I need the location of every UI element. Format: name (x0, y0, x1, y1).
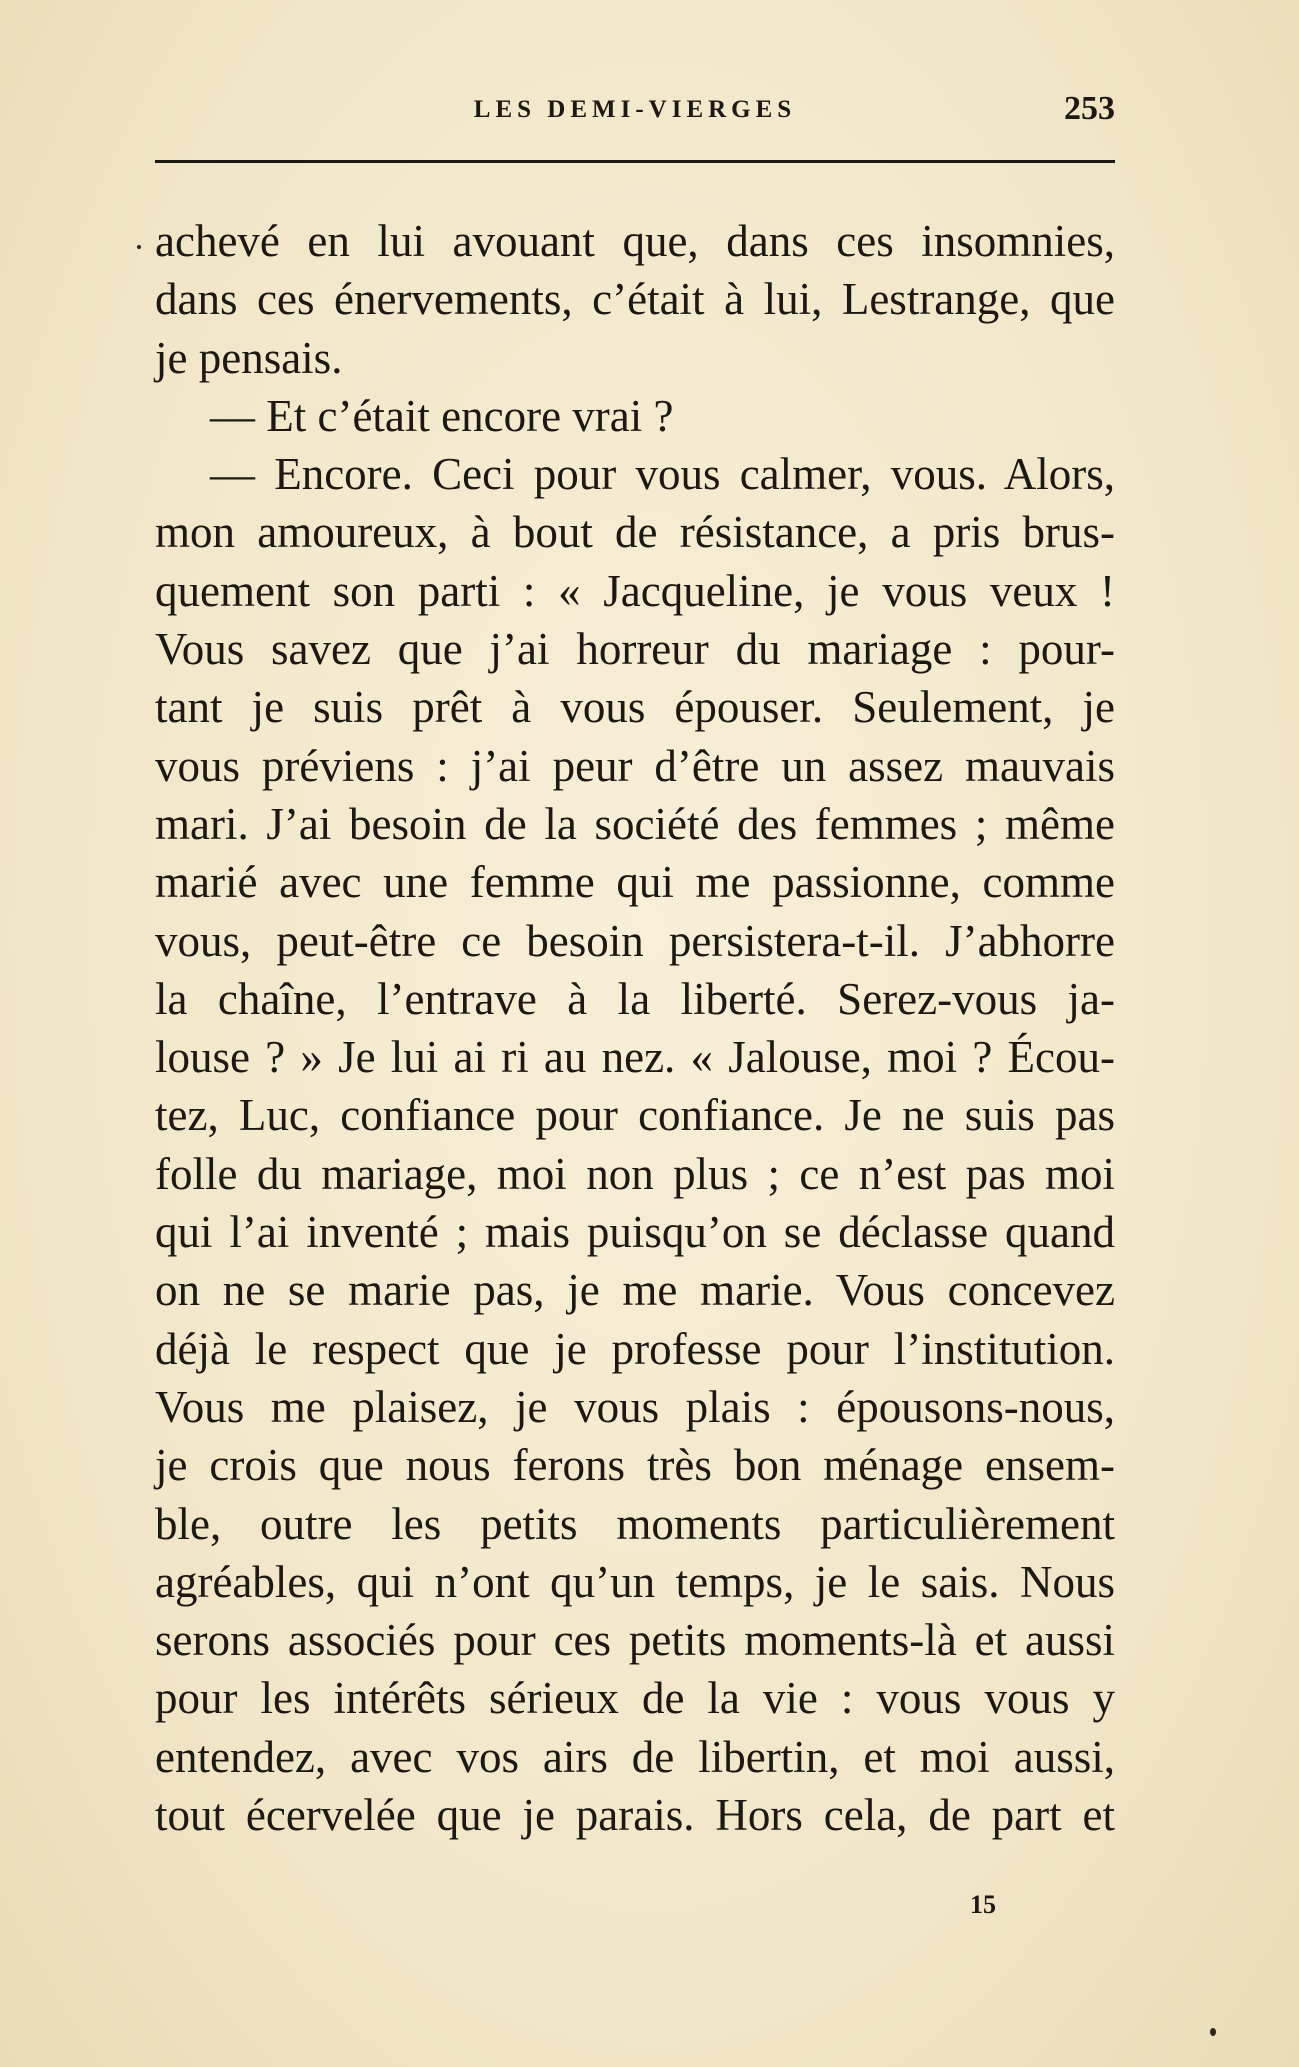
text-line: quement son parti : « Jacqueline, je vous veux ! (155, 565, 1115, 616)
text-line: on ne se marie pas, je me marie. Vous concevez (155, 1265, 1115, 1316)
text-line: pour les intérêts sérieux de la vie : vous vous y (155, 1673, 1115, 1724)
text-line: achevé en lui avouant que, dans ces insomnies, (155, 216, 1115, 266)
text-line: qui l’ai inventé ; mais puisqu’on se déclasse quand (155, 1207, 1115, 1258)
text-line: louse ? » Je lui ai ri au nez. « Jalouse, moi ? Écou- (155, 1032, 1115, 1083)
ink-speck (1210, 2028, 1216, 2036)
text-line: folle du mariage, moi non plus ; ce n’est pas moi (155, 1148, 1115, 1199)
text-line: ble, outre les petits moments particulièrement (155, 1498, 1115, 1549)
text-line: entendez, avec vos airs de libertin, et moi aussi, (155, 1731, 1115, 1782)
text-line: — Encore. Ceci pour vous calmer, vous. Alors, (210, 449, 1115, 500)
text-line: Vous savez que j’ai horreur du mariage : pour- (155, 624, 1115, 675)
text-line: Vous me plaisez, je vous plais : épousons-nous, (155, 1381, 1115, 1432)
text-line: déjà le respect que je professe pour l’institution. (155, 1323, 1115, 1374)
text-line: la chaîne, l’entrave à la liberté. Serez-vous ja- (155, 973, 1115, 1024)
running-title: LES DEMI-VIERGES (473, 96, 797, 123)
running-head (155, 92, 1115, 132)
text-line: tez, Luc, confiance pour confiance. Je ne suis pas (155, 1090, 1115, 1141)
text-line: vous, peut-être ce besoin persistera-t-il. J’abhorre (155, 915, 1115, 966)
header-rule (155, 160, 1115, 163)
text-line: tout écervelée que je parais. Hors cela, de part et (155, 1790, 1115, 1841)
text-line: mari. J’ai besoin de la société des femmes ; même (155, 798, 1115, 849)
text-line: — Et c’était encore vrai ? (210, 390, 674, 441)
text-line: marié avec une femme qui me passionne, comme (155, 857, 1115, 908)
text-line: je crois que nous ferons très bon ménage ensem- (155, 1440, 1115, 1491)
body-text (155, 212, 1115, 1844)
page-number: 253 (1064, 90, 1115, 127)
text-line: mon amoureux, à bout de résistance, a pris brus- (155, 507, 1115, 558)
text-line: je pensais. (155, 332, 343, 383)
text-line: tant je suis prêt à vous épouser. Seulement, je (155, 682, 1115, 733)
signature-mark: 15 (970, 1890, 996, 1919)
ink-speck (137, 245, 141, 249)
text-line: serons associés pour ces petits moments-là et aussi (155, 1615, 1115, 1666)
text-line: vous préviens : j’ai peur d’être un assez mauvais (155, 740, 1115, 791)
text-line: dans ces énervements, c’était à lui, Lestrange, que (155, 274, 1115, 325)
text-line: agréables, qui n’ont qu’un temps, je le sais. Nous (155, 1556, 1115, 1607)
